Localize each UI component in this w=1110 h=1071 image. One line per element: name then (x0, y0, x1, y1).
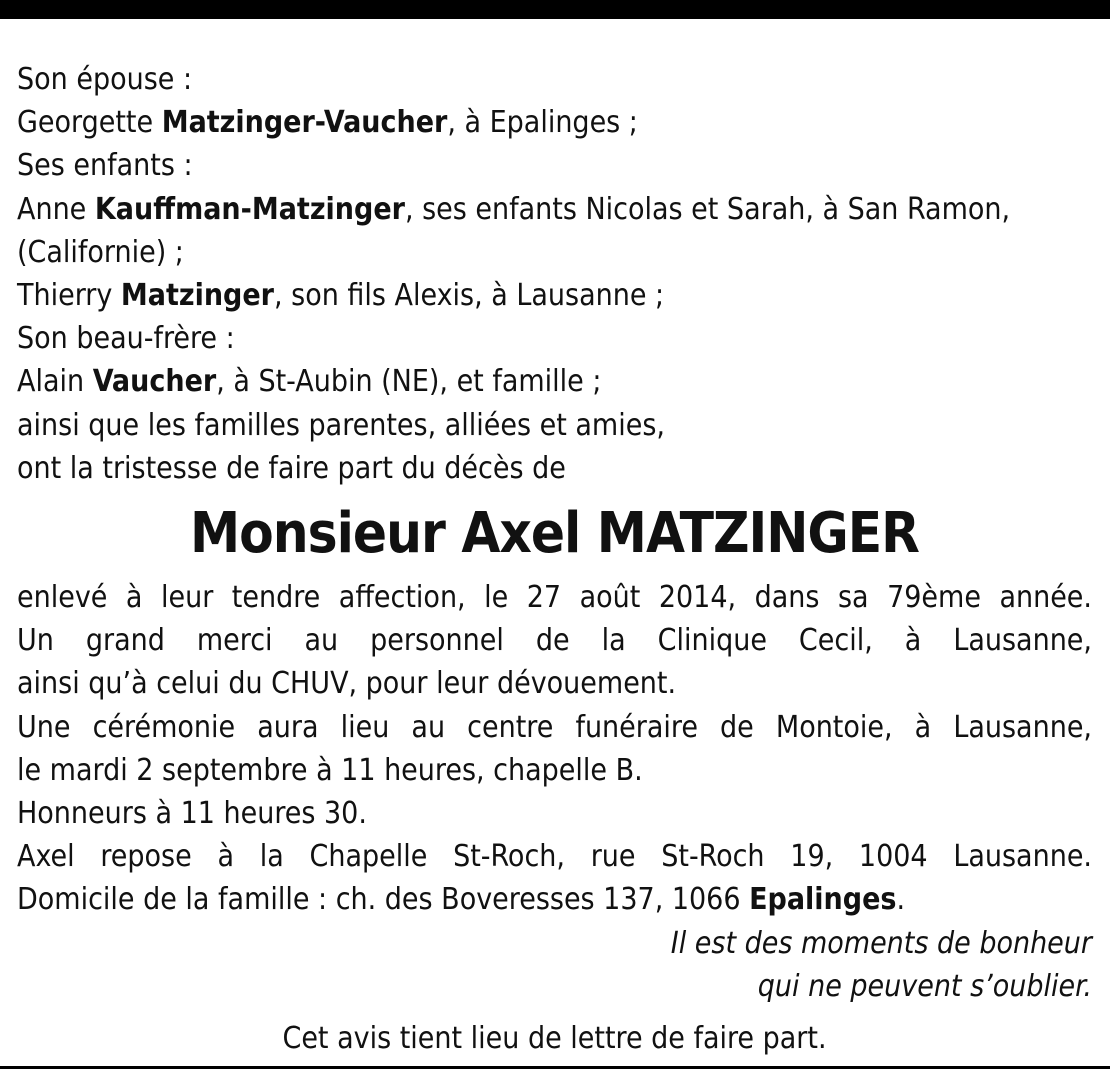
child2-line (17, 274, 1092, 317)
details-line-2: Un grand merci au personnel de la Clinique Cecil, à Lausanne, (17, 623, 1092, 659)
spouse-location: , à Epalinges ; (447, 105, 638, 141)
closing-note: Cet avis tient lieu de lettre de faire part. (282, 1021, 827, 1057)
details-line-6: Honneurs à 11 heures 30. (17, 796, 367, 832)
domicile-town: Epalinges (749, 882, 897, 918)
child1-last-name: Kauffman-Matzinger (94, 191, 405, 227)
child1-details: , ses enfants Nicolas et Sarah, à San Ramon, (404, 191, 1011, 227)
spouse-label: Son épouse : (17, 62, 193, 97)
child2-first-name: Thierry (17, 278, 113, 314)
brother-in-law-details: , à St-Aubin (NE), et famille ; (216, 364, 602, 400)
bottom-rule (0, 1066, 1110, 1069)
deceased-name: Monsieur Axel MATZINGER (190, 501, 919, 567)
brother-in-law-last-name: Vaucher (92, 364, 217, 400)
details-line-8 (17, 878, 1092, 921)
families-line: ainsi que les familles parentes, alliées et amies, (17, 407, 665, 443)
quote-line-2: qui ne peuvent s’oublier. (757, 968, 1092, 1004)
obituary-notice (17, 58, 1092, 1060)
domicile-address: Domicile de la famille : ch. des Boveresses 137, 1066 (17, 882, 750, 918)
details-line-1: enlevé à leur tendre affection, le 27 août 2014, dans sa 79ème année. (17, 580, 1092, 616)
details-line-5: le mardi 2 septembre à 11 heures, chapelle B. (17, 752, 643, 788)
announce-line: ont la tristesse de faire part du décès de (17, 450, 566, 486)
domicile-end: . (896, 882, 906, 918)
child1-line (17, 188, 1092, 231)
top-rule (0, 0, 1110, 19)
brother-in-law-line (17, 360, 1092, 403)
child2-last-name: Matzinger (120, 278, 274, 314)
child2-details: , son fils Alexis, à Lausanne ; (274, 278, 665, 314)
spouse-first-name: Georgette (17, 105, 154, 141)
spouse-line (17, 101, 1092, 144)
quote-line-1: Il est des moments de bonheur (670, 925, 1092, 961)
details-line-4: Une cérémonie aura lieu au centre funéraire de Montoie, à Lausanne, (17, 709, 1092, 745)
child1-first-name: Anne (17, 191, 87, 227)
details-line-3: ainsi qu’à celui du CHUV, pour leur dévouement. (17, 666, 677, 702)
spouse-last-name: Matzinger-Vaucher (161, 105, 448, 141)
child1-details-cont: (Californie) ; (17, 234, 184, 270)
brother-in-law-label: Son beau-frère : (17, 321, 235, 357)
children-label: Ses enfants : (17, 148, 193, 184)
details-line-7: Axel repose à la Chapelle St-Roch, rue St-Roch 19, 1004 Lausanne. (17, 839, 1092, 875)
brother-in-law-first-name: Alain (17, 364, 85, 400)
